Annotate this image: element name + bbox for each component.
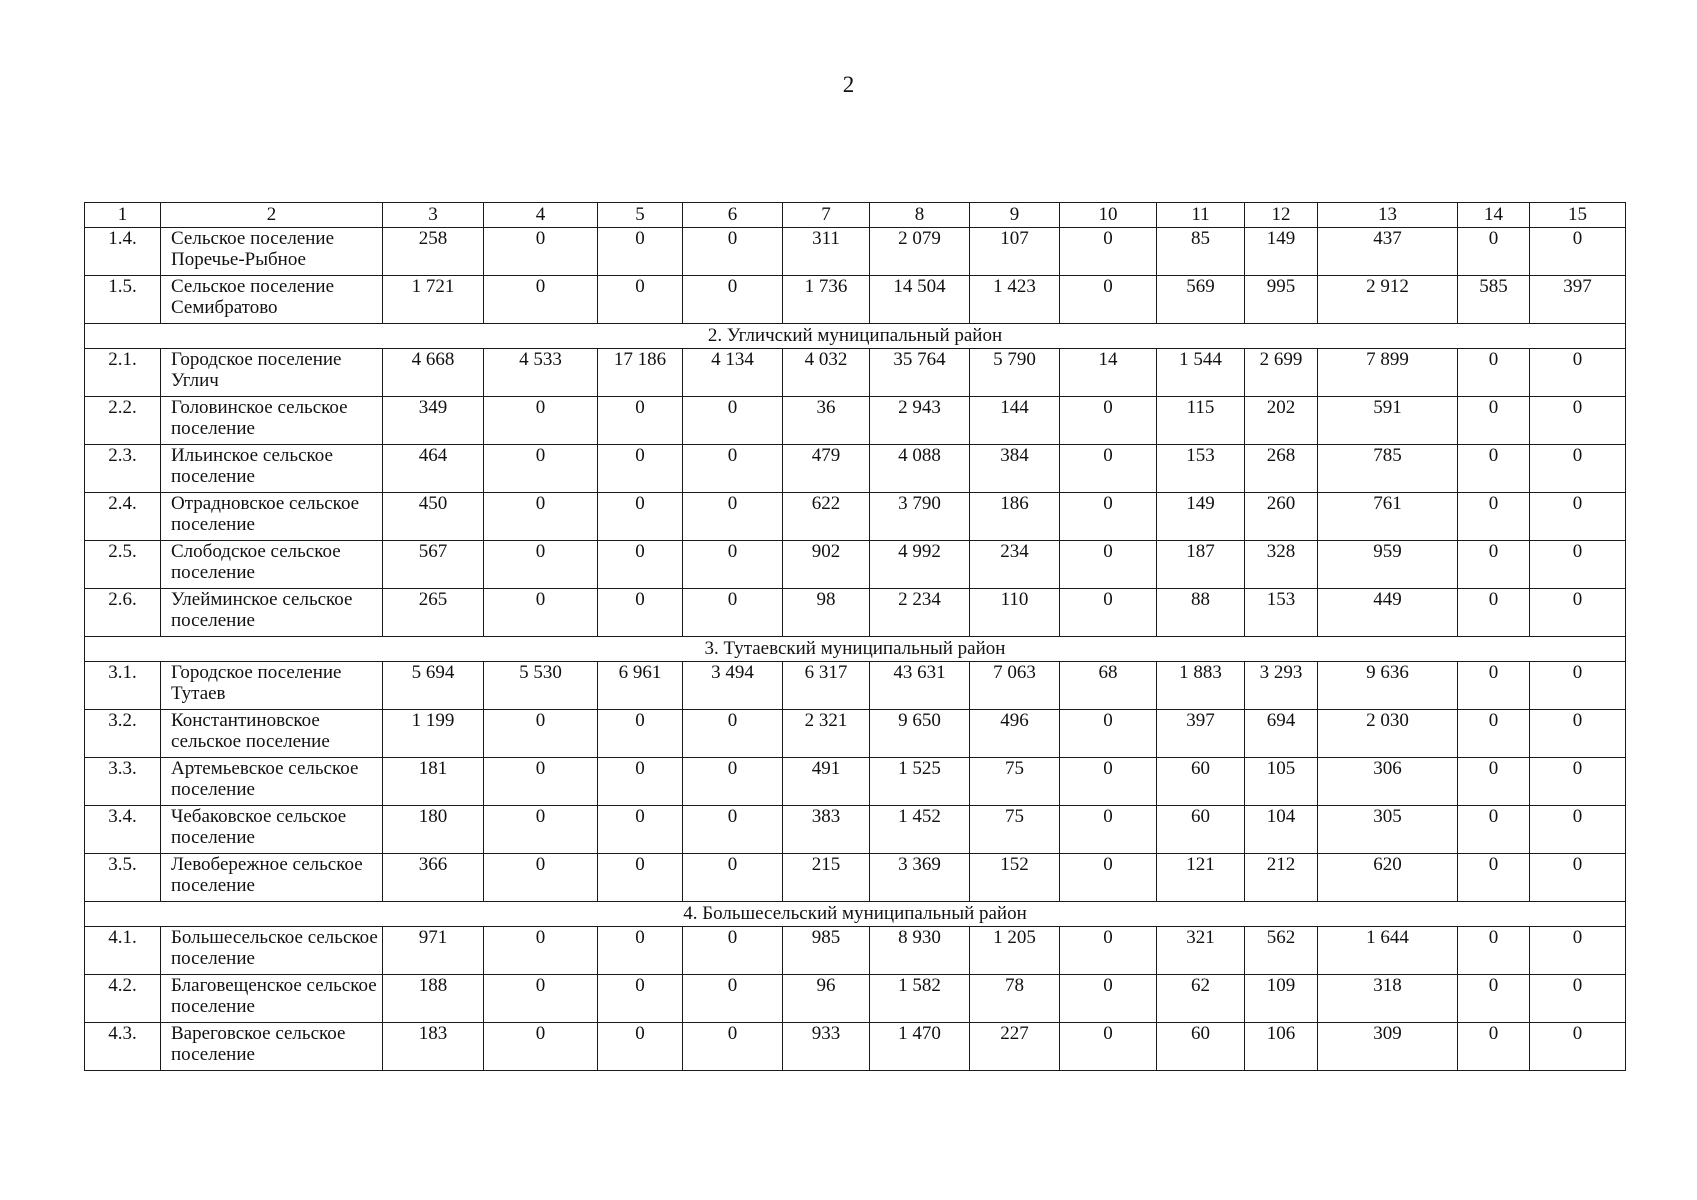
value-cell: 2 321 <box>783 710 870 758</box>
value-cell: 0 <box>484 854 598 902</box>
value-cell: 258 <box>383 228 484 276</box>
value-cell: 1 544 <box>1157 349 1245 397</box>
value-cell: 9 650 <box>870 710 970 758</box>
value-cell: 305 <box>1318 806 1458 854</box>
value-cell: 8 930 <box>870 927 970 975</box>
section-title: 3. Тутаевский муниципальный район <box>85 637 1626 662</box>
value-cell: 14 504 <box>870 276 970 324</box>
value-cell: 0 <box>1458 758 1530 806</box>
value-cell: 14 <box>1060 349 1157 397</box>
value-cell: 761 <box>1318 493 1458 541</box>
value-cell: 4 992 <box>870 541 970 589</box>
value-cell: 0 <box>598 758 683 806</box>
value-cell: 2 030 <box>1318 710 1458 758</box>
value-cell: 0 <box>1530 662 1626 710</box>
table-row <box>85 854 1626 902</box>
column-number-cell: 8 <box>870 203 970 228</box>
value-cell: 0 <box>484 493 598 541</box>
value-cell: 0 <box>1458 493 1530 541</box>
row-number-cell: 3.5. <box>85 854 161 902</box>
value-cell: 0 <box>598 710 683 758</box>
column-number-cell: 14 <box>1458 203 1530 228</box>
value-cell: 2 943 <box>870 397 970 445</box>
column-number-cell: 1 <box>85 203 161 228</box>
value-cell: 0 <box>598 228 683 276</box>
value-cell: 98 <box>783 589 870 637</box>
value-cell: 1 644 <box>1318 927 1458 975</box>
value-cell: 0 <box>1060 589 1157 637</box>
value-cell: 0 <box>598 397 683 445</box>
value-cell: 109 <box>1245 975 1318 1023</box>
value-cell: 115 <box>1157 397 1245 445</box>
settlement-name-cell: Сельское поселение Поречье-Рыбное <box>161 228 383 276</box>
value-cell: 0 <box>1458 927 1530 975</box>
settlement-name-cell: Слободское сельское поселение <box>161 541 383 589</box>
value-cell: 0 <box>1060 445 1157 493</box>
value-cell: 479 <box>783 445 870 493</box>
value-cell: 397 <box>1530 276 1626 324</box>
column-number-cell: 2 <box>161 203 383 228</box>
value-cell: 1 470 <box>870 1023 970 1071</box>
value-cell: 0 <box>1530 589 1626 637</box>
section-title: 4. Большесельский муниципальный район <box>85 902 1626 927</box>
table-row <box>85 710 1626 758</box>
settlement-name-cell: Большесельское сельское поселение <box>161 927 383 975</box>
value-cell: 971 <box>383 927 484 975</box>
value-cell: 0 <box>598 589 683 637</box>
settlement-name-cell: Городское поселение Углич <box>161 349 383 397</box>
value-cell: 188 <box>383 975 484 1023</box>
value-cell: 0 <box>1060 806 1157 854</box>
value-cell: 153 <box>1157 445 1245 493</box>
section-row <box>85 324 1626 349</box>
value-cell: 0 <box>1530 228 1626 276</box>
value-cell: 0 <box>484 927 598 975</box>
value-cell: 149 <box>1245 228 1318 276</box>
value-cell: 0 <box>683 493 783 541</box>
value-cell: 0 <box>1530 397 1626 445</box>
value-cell: 0 <box>1060 1023 1157 1071</box>
value-cell: 9 636 <box>1318 662 1458 710</box>
value-cell: 1 423 <box>970 276 1060 324</box>
value-cell: 0 <box>484 397 598 445</box>
value-cell: 68 <box>1060 662 1157 710</box>
value-cell: 0 <box>1060 397 1157 445</box>
value-cell: 106 <box>1245 1023 1318 1071</box>
value-cell: 397 <box>1157 710 1245 758</box>
column-number-cell: 11 <box>1157 203 1245 228</box>
row-number-cell: 2.6. <box>85 589 161 637</box>
value-cell: 694 <box>1245 710 1318 758</box>
section-row <box>85 902 1626 927</box>
column-number-cell: 6 <box>683 203 783 228</box>
value-cell: 6 961 <box>598 662 683 710</box>
value-cell: 0 <box>1060 710 1157 758</box>
value-cell: 227 <box>970 1023 1060 1071</box>
value-cell: 96 <box>783 975 870 1023</box>
column-number-cell: 5 <box>598 203 683 228</box>
value-cell: 306 <box>1318 758 1458 806</box>
value-cell: 0 <box>484 1023 598 1071</box>
value-cell: 88 <box>1157 589 1245 637</box>
value-cell: 0 <box>484 276 598 324</box>
value-cell: 0 <box>1458 349 1530 397</box>
value-cell: 0 <box>1060 276 1157 324</box>
value-cell: 180 <box>383 806 484 854</box>
value-cell: 0 <box>598 854 683 902</box>
value-cell: 0 <box>683 397 783 445</box>
value-cell: 902 <box>783 541 870 589</box>
table-row <box>85 1023 1626 1071</box>
value-cell: 144 <box>970 397 1060 445</box>
row-number-cell: 2.3. <box>85 445 161 493</box>
value-cell: 0 <box>1530 493 1626 541</box>
value-cell: 234 <box>970 541 1060 589</box>
value-cell: 0 <box>598 1023 683 1071</box>
value-cell: 0 <box>1530 854 1626 902</box>
value-cell: 202 <box>1245 397 1318 445</box>
value-cell: 437 <box>1318 228 1458 276</box>
value-cell: 620 <box>1318 854 1458 902</box>
value-cell: 60 <box>1157 806 1245 854</box>
value-cell: 622 <box>783 493 870 541</box>
table-row <box>85 276 1626 324</box>
value-cell: 0 <box>1530 541 1626 589</box>
value-cell: 2 912 <box>1318 276 1458 324</box>
value-cell: 309 <box>1318 1023 1458 1071</box>
value-cell: 0 <box>1458 445 1530 493</box>
value-cell: 321 <box>1157 927 1245 975</box>
value-cell: 0 <box>484 228 598 276</box>
value-cell: 0 <box>1458 975 1530 1023</box>
value-cell: 0 <box>1530 445 1626 493</box>
row-number-cell: 3.3. <box>85 758 161 806</box>
value-cell: 0 <box>683 758 783 806</box>
value-cell: 0 <box>1060 493 1157 541</box>
settlement-name-cell: Артемьевское сельское поселение <box>161 758 383 806</box>
value-cell: 3 790 <box>870 493 970 541</box>
table-row <box>85 589 1626 637</box>
value-cell: 311 <box>783 228 870 276</box>
value-cell: 0 <box>683 1023 783 1071</box>
value-cell: 0 <box>683 710 783 758</box>
value-cell: 43 631 <box>870 662 970 710</box>
value-cell: 0 <box>1458 662 1530 710</box>
value-cell: 60 <box>1157 758 1245 806</box>
value-cell: 3 369 <box>870 854 970 902</box>
value-cell: 7 063 <box>970 662 1060 710</box>
value-cell: 0 <box>1530 806 1626 854</box>
value-cell: 212 <box>1245 854 1318 902</box>
column-number-cell: 13 <box>1318 203 1458 228</box>
value-cell: 0 <box>1530 1023 1626 1071</box>
value-cell: 3 494 <box>683 662 783 710</box>
value-cell: 183 <box>383 1023 484 1071</box>
value-cell: 110 <box>970 589 1060 637</box>
value-cell: 215 <box>783 854 870 902</box>
table-row <box>85 397 1626 445</box>
settlement-name-cell: Отрадновское сельское поселение <box>161 493 383 541</box>
section-title: 2. Угличский муниципальный район <box>85 324 1626 349</box>
value-cell: 181 <box>383 758 484 806</box>
value-cell: 260 <box>1245 493 1318 541</box>
table-row <box>85 541 1626 589</box>
value-cell: 0 <box>598 806 683 854</box>
column-number-cell: 4 <box>484 203 598 228</box>
value-cell: 0 <box>683 854 783 902</box>
value-cell: 1 721 <box>383 276 484 324</box>
value-cell: 985 <box>783 927 870 975</box>
value-cell: 4 032 <box>783 349 870 397</box>
value-cell: 153 <box>1245 589 1318 637</box>
table-row <box>85 493 1626 541</box>
value-cell: 0 <box>1458 397 1530 445</box>
value-cell: 591 <box>1318 397 1458 445</box>
value-cell: 268 <box>1245 445 1318 493</box>
column-number-header-row <box>85 203 1626 228</box>
value-cell: 464 <box>383 445 484 493</box>
value-cell: 3 293 <box>1245 662 1318 710</box>
value-cell: 1 883 <box>1157 662 1245 710</box>
value-cell: 567 <box>383 541 484 589</box>
settlement-name-cell: Сельское поселение Семибратово <box>161 276 383 324</box>
value-cell: 449 <box>1318 589 1458 637</box>
value-cell: 0 <box>484 758 598 806</box>
row-number-cell: 3.4. <box>85 806 161 854</box>
value-cell: 2 079 <box>870 228 970 276</box>
value-cell: 785 <box>1318 445 1458 493</box>
value-cell: 569 <box>1157 276 1245 324</box>
value-cell: 0 <box>683 589 783 637</box>
table-row <box>85 662 1626 710</box>
value-cell: 0 <box>598 541 683 589</box>
value-cell: 186 <box>970 493 1060 541</box>
value-cell: 0 <box>484 710 598 758</box>
row-number-cell: 4.1. <box>85 927 161 975</box>
value-cell: 0 <box>1458 589 1530 637</box>
value-cell: 4 134 <box>683 349 783 397</box>
column-number-cell: 7 <box>783 203 870 228</box>
row-number-cell: 4.2. <box>85 975 161 1023</box>
value-cell: 562 <box>1245 927 1318 975</box>
table-row <box>85 806 1626 854</box>
value-cell: 1 199 <box>383 710 484 758</box>
value-cell: 0 <box>1458 1023 1530 1071</box>
value-cell: 450 <box>383 493 484 541</box>
value-cell: 4 088 <box>870 445 970 493</box>
value-cell: 107 <box>970 228 1060 276</box>
value-cell: 6 317 <box>783 662 870 710</box>
value-cell: 959 <box>1318 541 1458 589</box>
value-cell: 0 <box>1060 758 1157 806</box>
table-row <box>85 445 1626 493</box>
value-cell: 1 736 <box>783 276 870 324</box>
value-cell: 0 <box>1530 975 1626 1023</box>
value-cell: 496 <box>970 710 1060 758</box>
row-number-cell: 1.4. <box>85 228 161 276</box>
row-number-cell: 1.5. <box>85 276 161 324</box>
row-number-cell: 2.2. <box>85 397 161 445</box>
value-cell: 152 <box>970 854 1060 902</box>
row-number-cell: 2.1. <box>85 349 161 397</box>
value-cell: 2 699 <box>1245 349 1318 397</box>
value-cell: 1 452 <box>870 806 970 854</box>
value-cell: 0 <box>598 276 683 324</box>
value-cell: 4 533 <box>484 349 598 397</box>
value-cell: 4 668 <box>383 349 484 397</box>
value-cell: 0 <box>1458 710 1530 758</box>
row-number-cell: 2.4. <box>85 493 161 541</box>
value-cell: 491 <box>783 758 870 806</box>
value-cell: 384 <box>970 445 1060 493</box>
value-cell: 0 <box>484 806 598 854</box>
table-row <box>85 758 1626 806</box>
settlement-name-cell: Ильинское сельское поселение <box>161 445 383 493</box>
table-row <box>85 975 1626 1023</box>
settlement-name-cell: Благовещенское сельское поселение <box>161 975 383 1023</box>
value-cell: 0 <box>683 975 783 1023</box>
value-cell: 0 <box>598 927 683 975</box>
value-cell: 78 <box>970 975 1060 1023</box>
value-cell: 0 <box>484 541 598 589</box>
value-cell: 0 <box>1530 927 1626 975</box>
column-number-cell: 3 <box>383 203 484 228</box>
value-cell: 0 <box>484 975 598 1023</box>
value-cell: 7 899 <box>1318 349 1458 397</box>
column-number-cell: 15 <box>1530 203 1626 228</box>
value-cell: 149 <box>1157 493 1245 541</box>
settlement-name-cell: Головинское сельское поселение <box>161 397 383 445</box>
value-cell: 328 <box>1245 541 1318 589</box>
value-cell: 0 <box>683 806 783 854</box>
column-number-cell: 10 <box>1060 203 1157 228</box>
value-cell: 17 186 <box>598 349 683 397</box>
settlement-name-cell: Вареговское сельское поселение <box>161 1023 383 1071</box>
value-cell: 0 <box>1458 228 1530 276</box>
value-cell: 0 <box>1060 927 1157 975</box>
settlement-name-cell: Городское поселение Тутаев <box>161 662 383 710</box>
settlement-name-cell: Левобережное сельское поселение <box>161 854 383 902</box>
row-number-cell: 4.3. <box>85 1023 161 1071</box>
value-cell: 5 694 <box>383 662 484 710</box>
value-cell: 0 <box>683 927 783 975</box>
row-number-cell: 3.1. <box>85 662 161 710</box>
value-cell: 0 <box>598 975 683 1023</box>
row-number-cell: 3.2. <box>85 710 161 758</box>
value-cell: 62 <box>1157 975 1245 1023</box>
settlement-name-cell: Константиновское сельское поселение <box>161 710 383 758</box>
row-number-cell: 2.5. <box>85 541 161 589</box>
table-body <box>85 203 1626 1071</box>
value-cell: 121 <box>1157 854 1245 902</box>
value-cell: 1 525 <box>870 758 970 806</box>
value-cell: 187 <box>1157 541 1245 589</box>
value-cell: 75 <box>970 806 1060 854</box>
value-cell: 0 <box>598 445 683 493</box>
value-cell: 0 <box>683 228 783 276</box>
settlement-name-cell: Улейминское сельское поселение <box>161 589 383 637</box>
value-cell: 265 <box>383 589 484 637</box>
value-cell: 0 <box>683 541 783 589</box>
value-cell: 0 <box>484 445 598 493</box>
value-cell: 0 <box>1530 349 1626 397</box>
column-number-cell: 9 <box>970 203 1060 228</box>
value-cell: 585 <box>1458 276 1530 324</box>
value-cell: 75 <box>970 758 1060 806</box>
value-cell: 1 205 <box>970 927 1060 975</box>
value-cell: 349 <box>383 397 484 445</box>
value-cell: 0 <box>683 445 783 493</box>
value-cell: 0 <box>1530 758 1626 806</box>
table-row <box>85 927 1626 975</box>
value-cell: 0 <box>598 493 683 541</box>
value-cell: 0 <box>683 276 783 324</box>
column-number-cell: 12 <box>1245 203 1318 228</box>
value-cell: 104 <box>1245 806 1318 854</box>
value-cell: 366 <box>383 854 484 902</box>
value-cell: 0 <box>1060 228 1157 276</box>
value-cell: 85 <box>1157 228 1245 276</box>
value-cell: 0 <box>1530 710 1626 758</box>
value-cell: 933 <box>783 1023 870 1071</box>
value-cell: 35 764 <box>870 349 970 397</box>
table-row <box>85 349 1626 397</box>
value-cell: 0 <box>1060 541 1157 589</box>
data-table <box>84 202 1626 1071</box>
value-cell: 2 234 <box>870 589 970 637</box>
value-cell: 105 <box>1245 758 1318 806</box>
value-cell: 60 <box>1157 1023 1245 1071</box>
value-cell: 0 <box>1458 541 1530 589</box>
page-number: 2 <box>842 72 855 97</box>
value-cell: 0 <box>1060 975 1157 1023</box>
value-cell: 0 <box>1060 854 1157 902</box>
value-cell: 5 530 <box>484 662 598 710</box>
value-cell: 995 <box>1245 276 1318 324</box>
value-cell: 0 <box>484 589 598 637</box>
value-cell: 36 <box>783 397 870 445</box>
section-row <box>85 637 1626 662</box>
value-cell: 0 <box>1458 854 1530 902</box>
settlement-name-cell: Чебаковское сельское поселение <box>161 806 383 854</box>
value-cell: 318 <box>1318 975 1458 1023</box>
value-cell: 1 582 <box>870 975 970 1023</box>
value-cell: 5 790 <box>970 349 1060 397</box>
value-cell: 383 <box>783 806 870 854</box>
value-cell: 0 <box>1458 806 1530 854</box>
table-row <box>85 228 1626 276</box>
